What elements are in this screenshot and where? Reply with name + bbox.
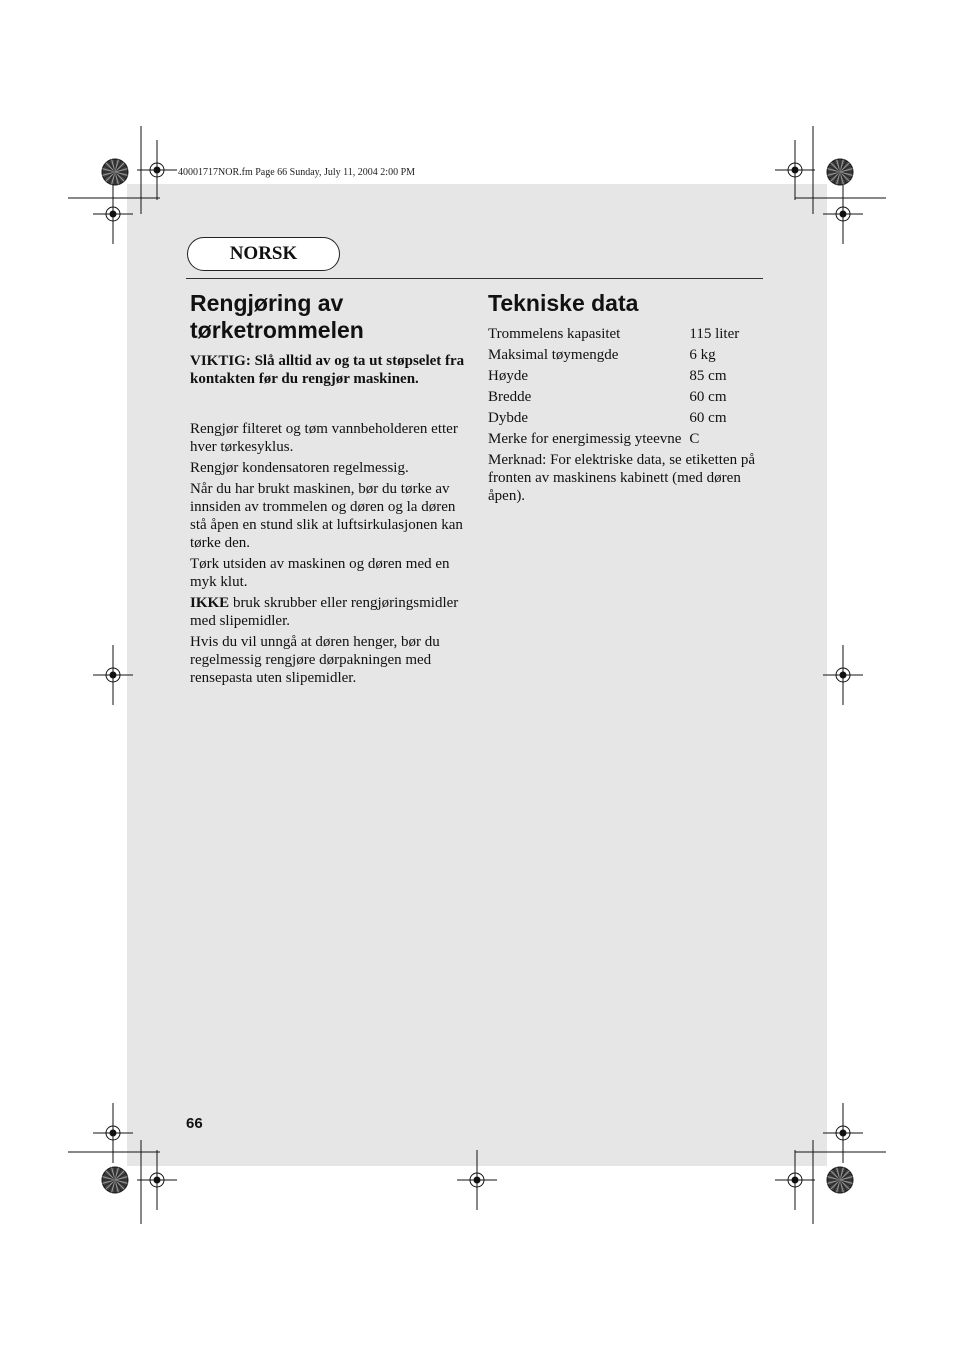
paragraph-abrasives [190, 594, 468, 630]
color-target [827, 1167, 853, 1193]
spec-table [488, 325, 739, 451]
spec-value: 60 cm [689, 410, 727, 426]
spec-value: 85 cm [689, 368, 727, 384]
registration-crosshair [775, 1150, 815, 1210]
cleaning-section [190, 290, 468, 690]
registration-crosshair [775, 140, 815, 200]
registration-crosshair [93, 645, 133, 705]
spec-label: Maksimal tøymengde [488, 347, 619, 363]
spec-row [488, 430, 739, 451]
technical-data-section [488, 290, 763, 505]
spec-row [488, 325, 739, 346]
registration-crosshair [137, 1150, 177, 1210]
technical-data-heading: Tekniske data [488, 290, 639, 316]
registration-crosshair [823, 1103, 863, 1163]
spec-value: 115 liter [689, 326, 740, 342]
spec-label: Trommelens kapasitet [488, 326, 621, 342]
cleaning-heading [190, 290, 468, 344]
paragraph-drum: Når du har brukt maskinen, bør du tørke av innsiden av trommelen og døren og la døren stå åpen en stund slik at luftsirkulasjonen kan tørke den. [190, 481, 463, 551]
paragraph-door-seal: Hvis du vil unngå at døren henger, bør du regelmessig rengjøre dørpakningen med rensepasta uten slipemidler. [190, 634, 440, 686]
header-rule [186, 278, 763, 279]
registration-crosshair [823, 184, 863, 244]
warning-text: VIKTIG: Slå alltid av og ta ut støpselet fra kontakten før du rengjør maskinen. [190, 353, 465, 387]
color-target [827, 159, 853, 185]
paragraph-condenser: Rengjør kondensatoren regelmessig. [190, 460, 409, 476]
paragraph-filter: Rengjør filteret og tøm vannbeholderen etter hver tørkesyklus. [190, 421, 458, 455]
spec-value: 60 cm [689, 389, 727, 405]
electrical-note: Merknad: For elektriske data, se etiketten på fronten av maskinens kabinett (med døren åpen). [488, 452, 755, 504]
spec-label: Dybde [488, 410, 528, 426]
registration-crosshair [137, 140, 177, 200]
spec-row [488, 367, 739, 388]
registration-crosshair [823, 645, 863, 705]
spec-label: Høyde [488, 368, 528, 384]
language-tab: NORSK [187, 237, 340, 271]
cleaning-heading-line2: tørketrommelen [190, 317, 364, 343]
spec-label: Merke for energimessig yteevne [488, 431, 682, 447]
spec-row [488, 388, 739, 409]
spec-value: 6 kg [689, 347, 716, 363]
cleaning-heading-line1: Rengjøring av [190, 290, 344, 316]
color-target [102, 1167, 128, 1193]
registration-crosshair [93, 184, 133, 244]
spec-value: C [689, 431, 700, 447]
page-number: 66 [186, 1115, 203, 1132]
spec-label: Bredde [488, 389, 532, 405]
color-target [102, 159, 128, 185]
abrasives-emphasis: IKKE [190, 595, 230, 611]
spec-row [488, 409, 739, 430]
spec-row [488, 346, 739, 367]
file-header: 40001717NOR.fm Page 66 Sunday, July 11, 2004 2:00 PM [178, 167, 416, 178]
paragraph-exterior: Tørk utsiden av maskinen og døren med en myk klut. [190, 556, 450, 590]
abrasives-rest: bruk skrubber eller rengjøringsmidler med slipemidler. [190, 595, 459, 629]
registration-crosshair [457, 1150, 497, 1210]
registration-crosshair [93, 1103, 133, 1163]
